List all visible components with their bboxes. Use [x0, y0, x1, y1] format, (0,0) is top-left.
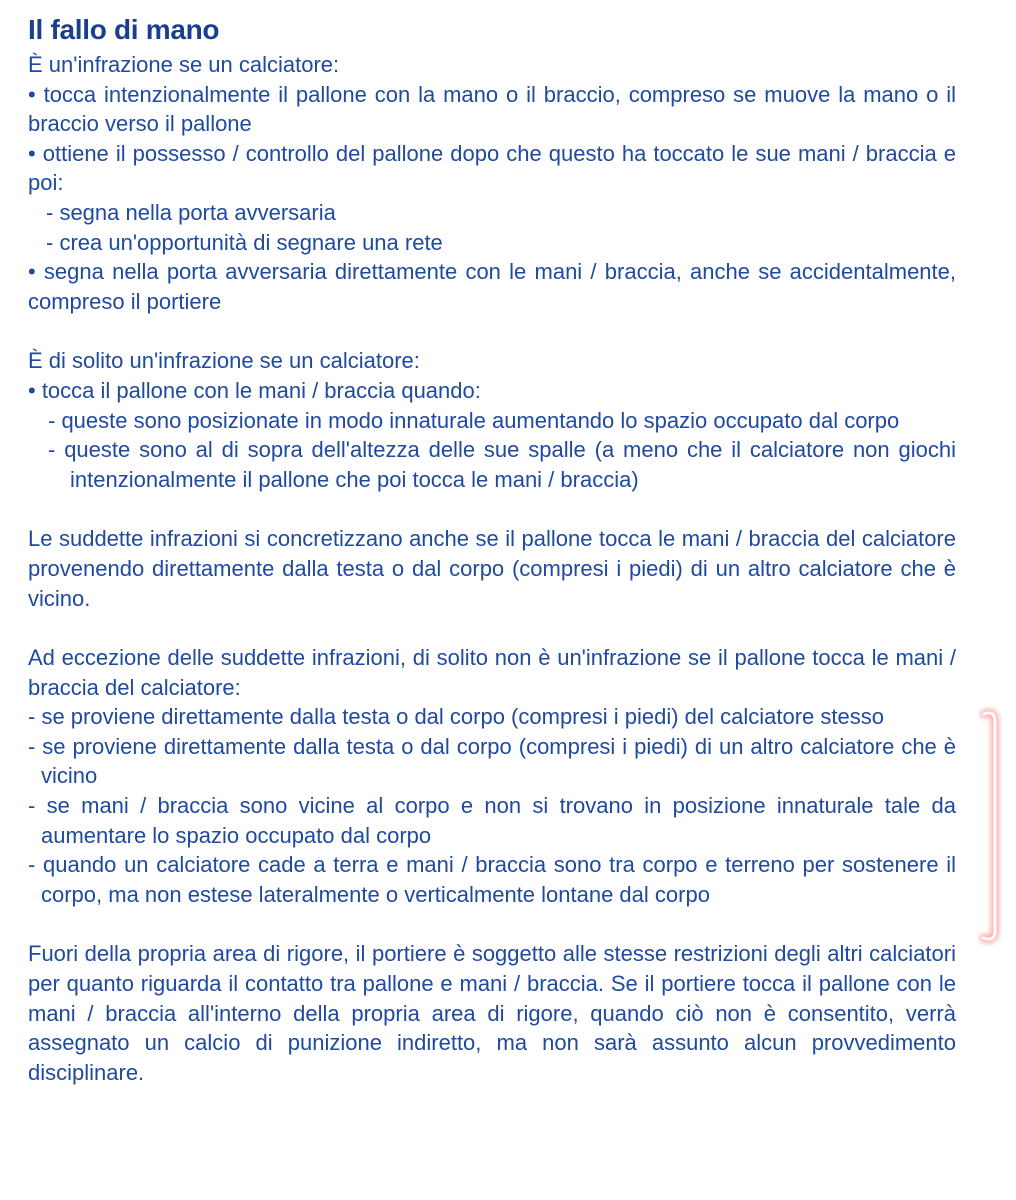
bullet-item: • tocca intenzionalmente il pallone con la mano o il braccio, compreso se muove la mano o il braccio verso il pallone	[28, 81, 956, 137]
section-intro: È un'infrazione se un calciatore:	[28, 52, 340, 77]
paragraph: Le suddette infrazioni si concretizzano anche se il pallone tocca le mani / braccia del calciatore provenendo direttamente dalla testa o dal corpo (compresi i piedi) di un altro calciatore che è vicino.	[28, 526, 956, 611]
section-usual-infractions	[28, 346, 956, 494]
section-goalkeeper	[28, 939, 956, 1087]
section-intro: Ad eccezione delle suddette infrazioni, di solito non è un'infrazione se il pallone tocca le mani / braccia del calciatore:	[28, 645, 956, 700]
page-title: Il fallo di mano	[28, 14, 220, 45]
highlight-bracket-mark	[978, 706, 1002, 946]
sub-item: - queste sono posizionate in modo innaturale aumentando lo spazio occupato dal corpo	[48, 407, 900, 433]
exception-item: - se mani / braccia sono vicine al corpo e non si trovano in posizione innaturale tale da aumentare lo spazio occupato dal corpo	[28, 793, 956, 848]
exception-item: - quando un calciatore cade a terra e mani / braccia sono tra corpo e terreno per sostenere il corpo, ma non estese lateralmente o verticalmente lontane dal corpo	[28, 852, 956, 907]
sub-item: - crea un'opportunità di segnare una rete	[46, 229, 443, 255]
section-infractions	[28, 50, 956, 316]
paragraph: Fuori della propria area di rigore, il portiere è soggetto alle stesse restrizioni degli altri calciatori per quanto riguarda il contatto tra pallone e mani / braccia. Se il portiere tocca il pallone con le mani / braccia all'interno della propria area di rigore, quando ciò non è consentito, verrà assegnato un calcio di punizione indiretto, ma non sarà assunto alcun provvedimento disciplinare.	[28, 941, 956, 1085]
sub-item: - queste sono al di sopra dell'altezza delle sue spalle (a meno che il calciatore non giochi intenzionalmente il pallone che poi tocca le mani / braccia)	[48, 437, 956, 492]
section-nearby-player	[28, 524, 956, 613]
bullet-item: • tocca il pallone con le mani / braccia quando:	[28, 377, 481, 403]
section-intro: È di solito un'infrazione se un calciatore:	[28, 348, 420, 374]
bullet-item: • ottiene il possesso / controllo del pallone dopo che questo ha toccato le sue mani / braccia e poi:	[28, 140, 956, 196]
document-page	[28, 12, 956, 1087]
exception-item: - se proviene direttamente dalla testa o dal corpo (compresi i piedi) di un altro calciatore che è vicino	[28, 733, 956, 789]
exception-item: - se proviene direttamente dalla testa o dal corpo (compresi i piedi) del calciatore stesso	[28, 704, 884, 730]
sub-item: - segna nella porta avversaria	[46, 199, 336, 225]
bullet-item: • segna nella porta avversaria direttamente con le mani / braccia, anche se accidentalmente, compreso il portiere	[28, 259, 956, 314]
section-exceptions	[28, 643, 956, 909]
